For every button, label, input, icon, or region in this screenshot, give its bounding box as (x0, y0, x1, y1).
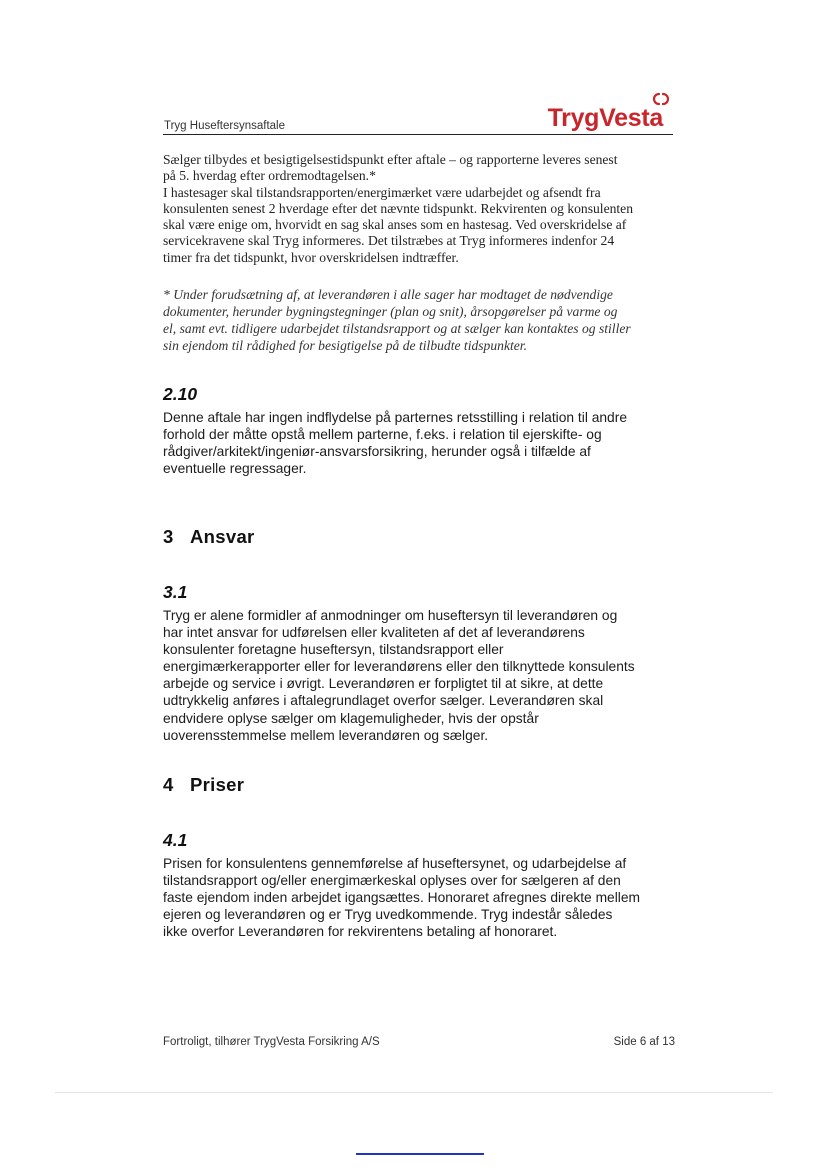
text-line: forhold der måtte opstå mellem parterne, f.eks. i relation til ejerskifte- og (163, 427, 602, 443)
section-number: 4 (163, 774, 174, 795)
text-line: Denne aftale har ingen indflydelse på parternes retsstilling i relation til andre (163, 410, 628, 425)
section-title: Priser (190, 774, 245, 795)
page-number: Side 6 af 13 (613, 1036, 675, 1048)
text-line: eventuelle regressager. (163, 461, 307, 477)
section-title: Ansvar (190, 526, 255, 547)
text-line: Tryg er alene formidler af anmodninger om huseftersyn til leverandøren og (163, 608, 618, 623)
text-line: skal være enige om, hvorvidt en sag skal anses som en hastesag. Ved overskridelse af (163, 217, 627, 233)
text-line: Sælger tilbydes et besigtigelsestidspunkt efter aftale – og rapporterne leveres senest (163, 152, 618, 167)
text-line: el, samt evt. tidligere udarbejdet tilstandsrapport og at sælger kan kontaktes og stiller (163, 321, 631, 336)
text-line: servicekravene skal Tryg informeres. Det tilstræbes at Tryg informeres indenfor 24 (163, 233, 615, 249)
text-line: tilstandsrapport og/eller energimærkeskal oplyses over for sælgeren af den (163, 873, 621, 889)
logo-text: TrygVesta (547, 104, 663, 132)
text-line: uoverensstemmelse mellem leverandøren og sælger. (163, 727, 489, 743)
text-line: konsulenten senest 2 hverdage efter det nævnte tidspunkt. Rekvirenten og konsulenten (163, 200, 634, 216)
text-line: I hastesager skal tilstandsrapporten/energimærket være udarbejdet og afsendt fra (163, 184, 601, 200)
text-line: sin ejendom til rådighed for besigtigelse på de tilbudte tidspunkter. (163, 338, 527, 353)
text-line: har intet ansvar for udførelsen eller kvaliteten af det af leverandørens (163, 625, 585, 641)
text-line: Prisen for konsulentens gennemførelse af huseftersynet, og udarbejdelse af (163, 856, 627, 871)
text-line: arbejde og service i øvrigt. Leverandøren er forpligtet til at sikre, at dette (163, 676, 604, 692)
text-line: * Under forudsætning af, at leverandøren i alle sager har modtaget de nødvendige (163, 287, 613, 302)
subsection-3-1-body (163, 607, 683, 744)
logo-mark-icon (653, 91, 669, 107)
hyperlink-underline[interactable] (356, 1153, 484, 1155)
page-header (163, 92, 673, 135)
subsection-heading-3-1: 3.1 (163, 582, 188, 602)
trygvesta-logo (503, 93, 663, 133)
document-title: Tryg Huseftersynsaftale (164, 120, 286, 132)
text-line: ejeren og leverandøren og er Tryg uvedkommende. Tryg indestår således (163, 907, 613, 923)
text-line: endvidere oplyse sælger om klagemuligheder, hvis der opstår (163, 710, 539, 726)
subsection-heading-2-10: 2.10 (163, 384, 198, 404)
text-line: udtrykkelig anføres i aftalegrundlaget overfor sælger. Leverandøren skal (163, 693, 604, 709)
subsection-heading-4-1: 4.1 (163, 830, 188, 850)
text-line: dokumenter, herunder bygningstegninger (plan og snit), årsopgørelser på varme og (163, 304, 618, 319)
intro-paragraph (163, 152, 683, 266)
footnote-paragraph (163, 286, 683, 354)
text-line: faste ejendom inden arbejdet igangsættes. Honoraret afregnes direkte mellem (163, 890, 641, 906)
text-line: energimærkerapporter eller for leverandørens eller den tilknyttede konsulents (163, 659, 635, 675)
text-line: ikke overfor Leverandøren for rekvirentens betaling af honoraret. (163, 924, 558, 940)
text-line: konsulenter foretagne huseftersyn, tilstandsrapport eller (163, 642, 504, 658)
section-number: 3 (163, 526, 174, 547)
section-heading-ansvar (163, 526, 255, 548)
subsection-4-1-body (163, 855, 683, 940)
subsection-2-10-body (163, 409, 683, 477)
page-divider (55, 1092, 773, 1093)
confidential-notice: Fortroligt, tilhører TrygVesta Forsikring A/S (163, 1036, 380, 1048)
text-line: på 5. hverdag efter ordremodtagelsen.* (163, 168, 376, 184)
text-line: timer fra det tidspunkt, hvor overskridelsen indtræffer. (163, 249, 459, 265)
text-line: rådgiver/arkitekt/ingeniør-ansvarsforsikring, herunder også i tilfælde af (163, 444, 591, 460)
section-heading-priser (163, 774, 244, 796)
